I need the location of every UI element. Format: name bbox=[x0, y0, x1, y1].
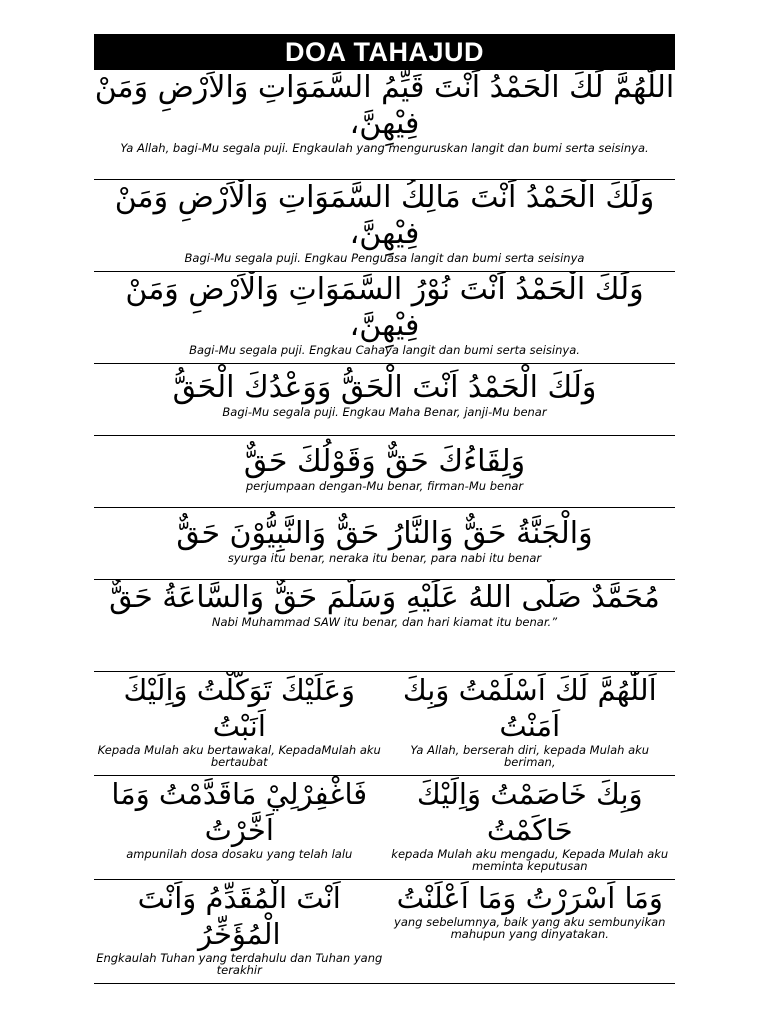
page-title: DOA TAHAJUD bbox=[94, 34, 675, 70]
pair-right bbox=[385, 776, 676, 879]
prayer-row-5 bbox=[94, 436, 675, 508]
prayer-row-3 bbox=[94, 272, 675, 364]
translation-text: Engkaulah Tuhan yang terdahulu dan Tuhan yang terakhir bbox=[96, 951, 383, 977]
translation-text: Bagi-Mu segala puji. Engkau Cahaya langit dan bumi serta seisinya. bbox=[189, 343, 580, 357]
prayer-pair-row-1 bbox=[94, 672, 675, 776]
translation-text: Ya Allah, berserah diri, kepada Mulah aku beriman, bbox=[410, 743, 650, 769]
arabic-text: اَللّٰهُمَّ لَكَ اَسْلَمْتُ وَبِكَ اَمَنْتُ bbox=[402, 673, 657, 743]
prayer-pair-row-3 bbox=[94, 880, 675, 984]
arabic-text: وَلَكَ الْحَمْدُ اَنْتَ الْحَقُّ وَوَعْدُكَ الْحَقُّ bbox=[172, 370, 597, 405]
pair-left bbox=[94, 776, 385, 879]
prayer-row-2 bbox=[94, 180, 675, 272]
pair-left bbox=[94, 672, 385, 775]
arabic-text: وَبِكَ خَاصَمْتُ وَاِلَيْكَ حَاكَمْتُ bbox=[416, 777, 643, 847]
prayer-row-4 bbox=[94, 364, 675, 436]
arabic-text: وَعَلَيْكَ تَوَكَّلْتُ وَاِلَيْكَ اَنَبْتُ bbox=[123, 673, 356, 743]
translation-text: ampunilah dosa dosaku yang telah lalu bbox=[126, 847, 353, 861]
arabic-text: وَلَكَ الْحَمْدُ اَنْتَ مَالِكُ السَّمَوَاتِ وَالْاَرْضِ وَمَنْ فِيْهِنَّ، bbox=[114, 180, 655, 251]
pair-right bbox=[385, 672, 676, 775]
pair-right bbox=[385, 880, 676, 983]
translation-text: Ya Allah, bagi-Mu segala puji. Engkaulah yang menguruskan langit dan bumi serta seisinya. bbox=[120, 141, 649, 155]
arabic-text: وَالْجَنَّةُ حَقٌّ وَالنَّارُ حَقٌّ وَالنَّبِيُّوْنَ حَقٌّ bbox=[176, 516, 593, 551]
translation-text: kepada Mulah aku mengadu, Kepada Mulah aku meminta keputusan bbox=[391, 847, 669, 873]
prayer-sheet bbox=[94, 34, 675, 984]
arabic-text: اَنْتَ الْمُقَدِّمُ وَاَنْتَ الْمُؤَخِّرُ bbox=[137, 881, 341, 951]
pair-left bbox=[94, 880, 385, 983]
translation-text: Bagi-Mu segala puji. Engkau Maha Benar, janji-Mu benar bbox=[222, 405, 547, 419]
translation-text: Nabi Muhammad SAW itu benar, dan hari kiamat itu benar.” bbox=[211, 615, 558, 629]
prayer-pair-row-2 bbox=[94, 776, 675, 880]
prayer-row-1 bbox=[94, 70, 675, 180]
arabic-text: اللّٰهُمَّ لَكَ الْحَمْدُ اَنْتَ قَيِّمُ السَّمَوَاتِ وَالاَرْضِ وَمَنْ فِيْهِنَّ، bbox=[94, 70, 675, 141]
arabic-text: وَلِقَاءُكَ حَقٌّ وَقَوْلُكَ حَقٌّ bbox=[243, 444, 526, 479]
prayer-row-6 bbox=[94, 508, 675, 580]
prayer-row-7 bbox=[94, 580, 675, 672]
arabic-text: وَلَكَ الْحَمْدُ اَنْتَ نُوْرُ السَّمَوَاتِ وَالْاَرْضِ وَمَنْ فِيْهِنَّ، bbox=[125, 272, 644, 343]
translation-text: perjumpaan dengan-Mu benar, firman-Mu benar bbox=[245, 479, 524, 493]
translation-text: yang sebelumnya, baik yang aku sembunyikan mahupun yang dinyatakan. bbox=[394, 915, 666, 941]
arabic-text: فَاغْفِرْلِيْ مَاقَدَّمْتُ وَمَا اَخَّرْتُ bbox=[111, 777, 368, 847]
translation-text: syurga itu benar, neraka itu benar, para nabi itu benar bbox=[227, 551, 542, 565]
translation-text: Bagi-Mu segala puji. Engkau Penguasa langit dan bumi serta seisinya bbox=[184, 251, 585, 265]
arabic-text: وَمَا اَسْرَرْتُ وَمَا اَعْلَنْتُ bbox=[396, 881, 663, 915]
arabic-text: مُحَمَّدٌ صَلَّى اللهُ عَلَيْهِ وَسَلَّمَ حَقٌّ وَالسَّاعَةُ حَقٌّ bbox=[109, 580, 660, 615]
translation-text: Kepada Mulah aku bertawakal, KepadaMulah aku bertaubat bbox=[97, 743, 381, 769]
